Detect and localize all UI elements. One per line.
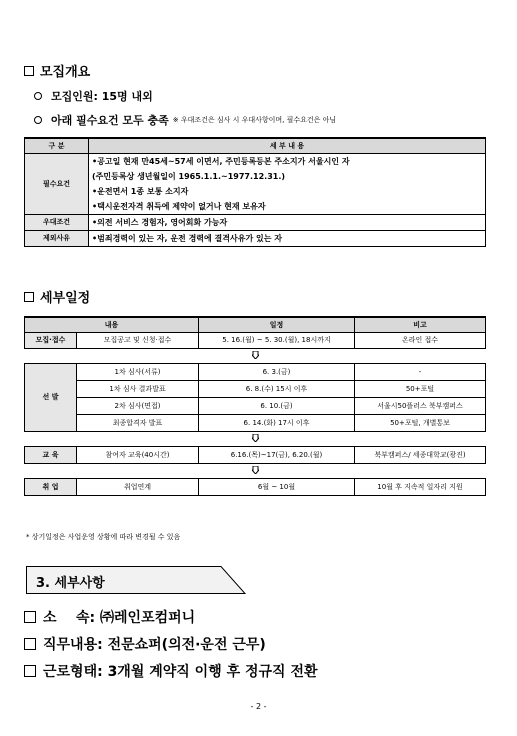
row-note: 10월 후 지속적 일자리 지원 (355, 478, 486, 495)
header-detail: 세 부 내 용 (89, 138, 486, 153)
row-date: 6월 ~ 10월 (199, 478, 355, 495)
row-note: 온라인 접수 (355, 332, 486, 348)
row-category: 필수요건 (25, 153, 89, 214)
table-row (25, 478, 486, 495)
table-row (25, 332, 486, 348)
row-category: 우대조건 (25, 214, 89, 230)
row-detail: •의전 서비스 경험자, 영어회화 가능자 (89, 214, 486, 230)
detail-item-affiliation: 소 속: ㈜레인포컴퍼니 (24, 607, 195, 627)
row-note: 50+포털 (355, 380, 486, 397)
table-row-excluded (25, 230, 486, 246)
row-date: 6. 3.(금) (199, 363, 355, 380)
section-tab-details (26, 566, 246, 594)
row-date: 6. 14.(화) 17시 이후 (199, 414, 355, 431)
row-content: 최종합격자 발표 (77, 414, 199, 431)
checkbox-square-icon (24, 611, 36, 623)
row-date: 6. 10.(금) (199, 397, 355, 414)
row-date: 6.16.(목)~17(금), 6.20.(월) (199, 446, 355, 463)
flow-arrow-row (25, 431, 486, 446)
row-content: 2차 심사(면접) (77, 397, 199, 414)
flow-arrow-row (25, 463, 486, 478)
overview-item-requirements: 아래 필수요건 모두 충족 ※ 우대조건은 심사 시 우대사항이며, 필수요건은 아님 (34, 112, 336, 128)
circle-bullet-icon (34, 116, 42, 124)
table-row-required (25, 153, 486, 214)
overview-item-headcount: 모집인원: 15명 내외 (34, 88, 153, 104)
table-row-preferred (25, 214, 486, 230)
row-category: 제외사유 (25, 230, 89, 246)
row-content: 1차 심사 결과발표 (77, 380, 199, 397)
table-row (25, 363, 486, 380)
checkbox-square-icon (24, 665, 36, 677)
table-row (25, 446, 486, 463)
row-category: 선 발 (25, 363, 77, 431)
row-date: 5. 16.(월) ~ 5. 30.(월), 18시까지 (199, 332, 355, 348)
row-content: 취업연계 (77, 478, 199, 495)
schedule-table (24, 316, 486, 496)
section-heading-schedule: 세부일정 (24, 287, 90, 306)
row-category: 모집·접수 (25, 332, 77, 348)
schedule-footnote: * 상기일정은 사업운영 상황에 따라 변경될 수 있음 (26, 533, 181, 541)
row-note: 50+포털, 개별통보 (355, 414, 486, 431)
row-category: 취 업 (25, 478, 77, 495)
table-row (25, 380, 486, 397)
flow-arrow-row (25, 348, 486, 363)
row-note: 북부캠퍼스/ 세종대학교(광진) (355, 446, 486, 463)
detail-item-employment-type: 근로형태: 3개월 계약직 이행 후 정규직 전환 (24, 661, 318, 681)
header-date: 일정 (199, 317, 355, 332)
header-content: 내용 (25, 317, 199, 332)
down-arrow-icon (252, 351, 259, 359)
row-content: 참여자 교육(40시간) (77, 446, 199, 463)
header-note: 비고 (355, 317, 486, 332)
row-date: 6. 8.(수) 15시 이후 (199, 380, 355, 397)
row-content: 1차 심사(서류) (77, 363, 199, 380)
checkbox-square-icon (24, 292, 34, 302)
circle-bullet-icon (34, 92, 42, 100)
header-category: 구 분 (25, 138, 89, 153)
down-arrow-icon (252, 466, 259, 474)
page-number: - 2 - (250, 702, 267, 711)
table-row (25, 414, 486, 431)
row-detail: •공고일 현재 만45세~57세 이면서, 주민등록등본 주소지가 서울시인 자 (주민등록상 생년월일이 1965.1.1.~1977.12.31.) •운전면서 1종 보통 소지자 •택시운전자격 취득에 제약이 없거나 현재 보유자 (89, 153, 486, 214)
row-note: 서울시50플러스 북부캠퍼스 (355, 397, 486, 414)
table-row (25, 397, 486, 414)
requirements-table (24, 137, 486, 247)
row-detail: •범죄경력이 있는 자, 운전 경력에 결격사유가 있는 자 (89, 230, 486, 246)
section-heading-overview: 모집개요 (24, 61, 90, 80)
detail-item-duties: 직무내용: 전문쇼퍼(의전·운전 근무) (24, 634, 266, 654)
checkbox-square-icon (24, 638, 36, 650)
row-note: - (355, 363, 486, 380)
table-header-row (25, 138, 486, 153)
table-header-row (25, 317, 486, 332)
section-title: 3. 세부사항 (36, 576, 105, 591)
checkbox-square-icon (24, 66, 34, 76)
down-arrow-icon (252, 434, 259, 442)
row-content: 모집공고 및 신청·접수 (77, 332, 199, 348)
row-category: 교 육 (25, 446, 77, 463)
